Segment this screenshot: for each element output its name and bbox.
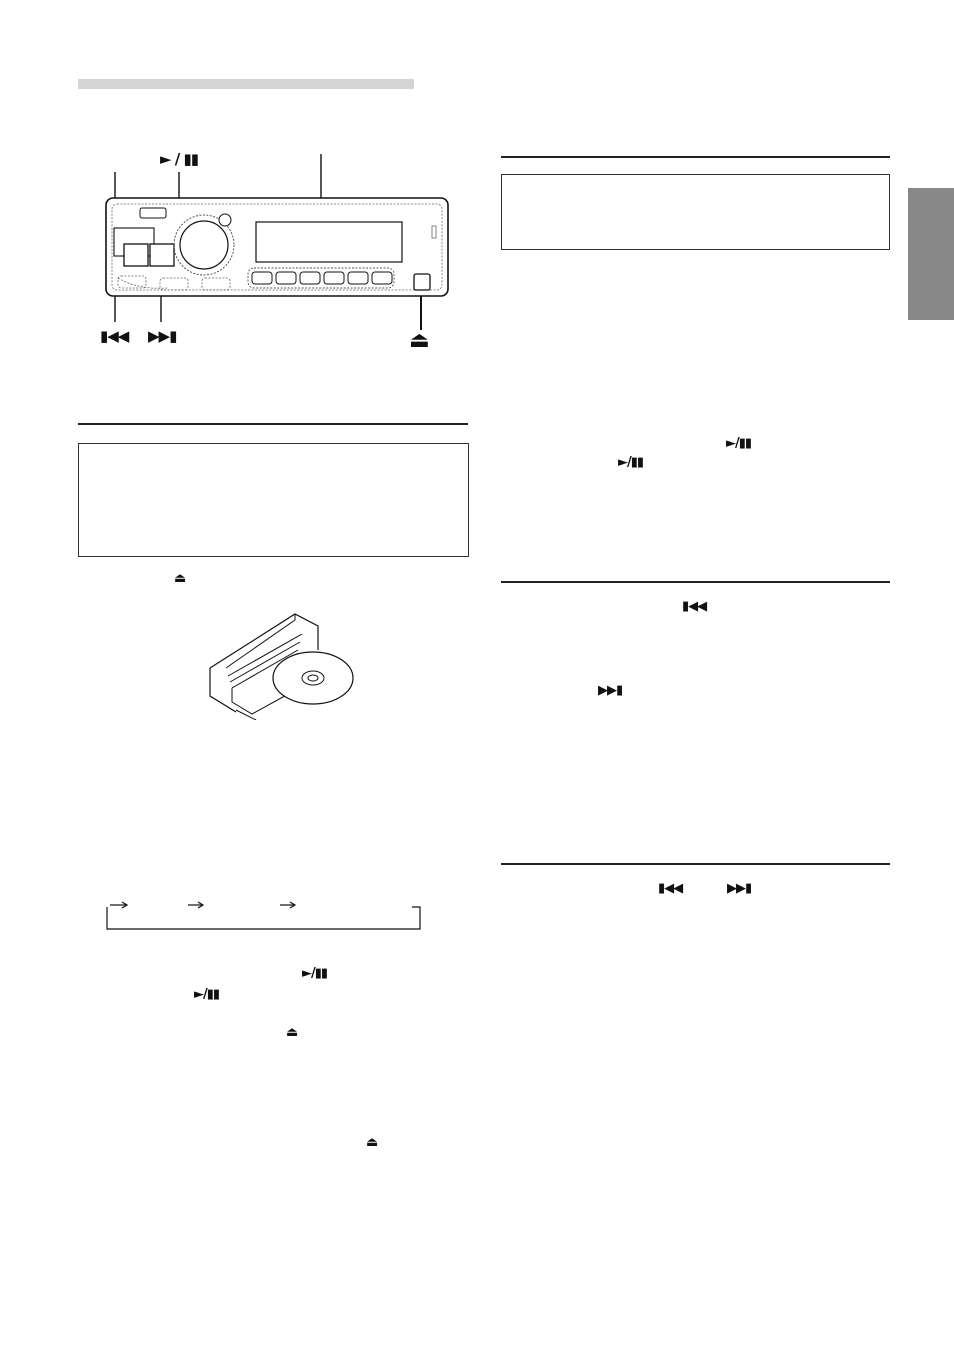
eject-icon-inline: ⏏ [174,571,186,586]
mode-cycle-diagram [100,893,430,933]
eject-icon-inline-3: ⏏ [366,1135,378,1150]
eject-icon-inline-2: ⏏ [286,1025,298,1040]
side-tab [908,188,954,320]
next-track-icon-inline: ▶▶▮ [598,683,623,698]
play-pause-icon-inline-3: ►/▮▮ [726,436,752,451]
play-pause-icon-inline-2: ►/▮▮ [194,987,220,1002]
play-pause-icon-inline-4: ►/▮▮ [618,455,644,470]
cd-insert-illustration [200,610,360,720]
note-box-right [501,174,890,250]
play-pause-icon: ► / ▮▮ [160,150,198,168]
cd-insert-svg [200,610,360,720]
eject-icon: ⏏ [409,328,429,353]
next-track-icon-inline-2: ▶▶▮ [727,881,752,896]
play-pause-icon-inline-1: ►/▮▮ [302,966,328,981]
head-unit-svg [98,150,458,353]
note-box-left [78,443,469,557]
prev-track-icon-inline-2: ▮◀◀ [658,881,683,896]
section-rule-right-1 [501,156,890,158]
next-track-icon: ▶▶▮ [148,327,177,345]
section-rule-right-3 [501,863,890,865]
section-rule-left [78,423,468,425]
prev-track-icon-inline: ▮◀◀ [682,599,707,614]
prev-track-icon: ▮◀◀ [100,327,129,345]
mode-cycle-svg [100,893,430,933]
section-header-bar [78,79,414,89]
head-unit-illustration [98,150,458,353]
section-rule-right-2 [501,581,890,583]
